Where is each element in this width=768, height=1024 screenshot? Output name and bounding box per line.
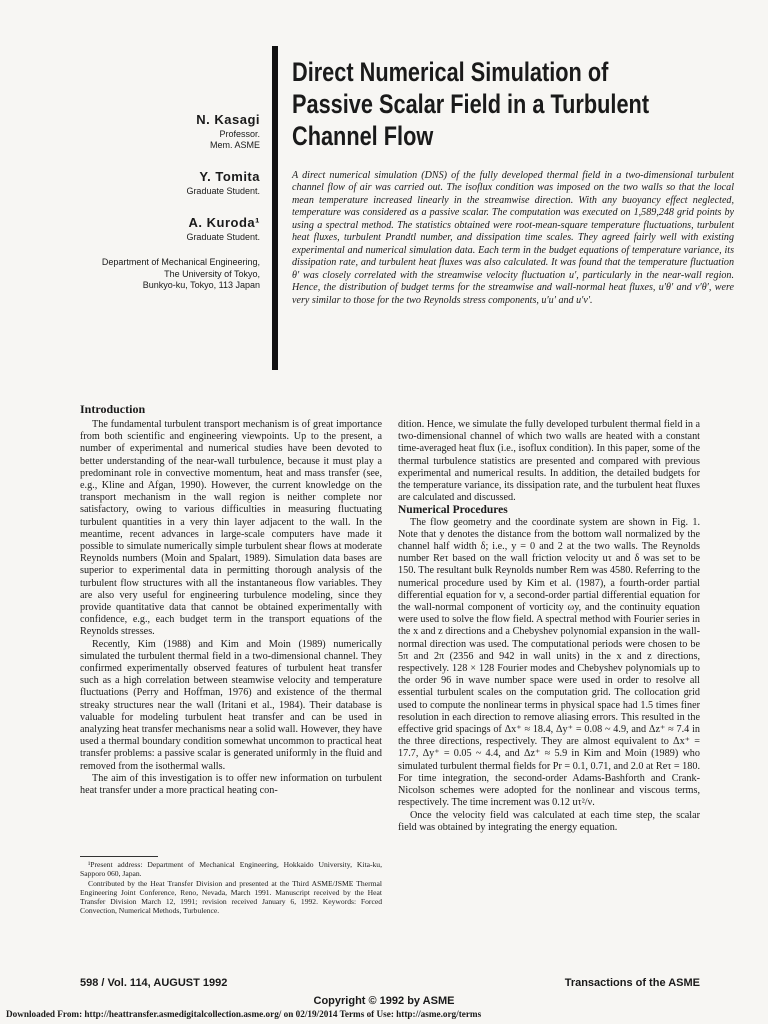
author-role-line: Graduate Student. (186, 186, 260, 196)
body-paragraph: dition. Hence, we simulate the fully developed turbulent thermal field in a two-dimensional channel of which two walls are heated with a constant time-averaged heat flux (i.e., isoflux condition). In this paper, some of the thermal turbulence statistics are presented and compared with previous experimental and numerical results. In addition, the detailed budgets for the temperature variance, its dissipation rate, and the turbulent heat fluxes are calculated and discussed. (398, 419, 700, 504)
copyright-notice: Copyright © 1992 by ASME (313, 995, 455, 1007)
abstract: A direct numerical simulation (DNS) of the fully developed thermal field in a two-dimensional turbulent channel flow of air was carried out. The isoflux condition was imposed on the two walls so that the local mean temperature increased linearly in the streamwise direction. With any buoyancy effect neglected, temperature was considered as a passive scalar. The computation was executed on 1,589,248 grid points by using a spectral method. The statistics obtained were root-mean-square temperature fluctuations, turbulent heat fluxes, turbulent Prandtl number, and dissipation time scales. They agreed fairly well with existing experimental and numerical simulation data. Each term in the budget equations of temperature variance, its dissipation rate, and turbulent heat fluxes was also calculated. It was found that the temperature fluctuation θ′ was closely correlated with the streamwise velocity fluctuation u′, particularly in the near-wall region. Hence, the distribution of budget terms for the streamwise and wall-normal heat fluxes, u′θ′ and v′θ′, were very similar to those for the two Reynolds stress components, u′u′ and u′v′. (292, 170, 734, 306)
affiliation-line: The University of Tokyo, (164, 268, 260, 279)
author-role-line: Professor. (219, 129, 260, 139)
author-role (80, 129, 260, 151)
body-paragraph: The aim of this investigation is to offer new information on turbulent heat transfer under a more practical heating con- (80, 772, 382, 797)
body-paragraph: The fundamental turbulent transport mechanism is of great importance from both scientific and engineering viewpoints. Up to the present, a number of experimental and numerical studies have been devoted to better understanding of the near-wall turbulence, because it must play a predominant role in convective momentum, heat and mass transfer (see, e.g., Kline and Afgan, 1990). However, the current knowledge on the transport mechanism in the wall region is neither complete nor satisfactory, owing to various difficulties in measuring fluctuating turbulent quantities in a very thin layer adjacent to the wall. In the meantime, recent advances in large-scale computers have made it possible to simulate numerically simple turbulent shear flows at moderate Reynolds numbers (Moin and Spalart, 1989). Simulation data bases are superior to experimental data in permitting thorough analysis of the turbulent flow structures with all the instantaneous flow variables. They are also very useful for engineering turbulence modeling, since they provide quantitative data that cannot be obtained experimentally with confidence, e.g., each budget term in the transport equations of the Reynolds stresses. (80, 419, 382, 638)
affiliation (80, 257, 260, 292)
body-paragraph: Recently, Kim (1988) and Kim and Moin (1989) numerically simulated the turbulent thermal field in a two-dimensional channel. They confirmed experimentally observed features of turbulent heat transfer such as a high correlation between steamwise velocity and temperature fluctuations (Perry and Hoffman, 1976) and existence of the thermal streaky structures near the wall (Iritani et al., 1984). Their database is valuable for modeling turbulent heat transfer and can be used in analyzing heat transfer mechanisms near a solid wall. However, they have used a thermal boundary condition somewhat uncommon to practical heat transfer problems: a passive scalar is generated uniformly in the fluid and removed from the isothermal walls. (80, 638, 382, 772)
author-block (80, 112, 260, 292)
introduction-heading: Introduction (80, 402, 146, 416)
title-line: Channel Flow (292, 121, 434, 151)
body-paragraph: Once the velocity field was calculated at each time step, the scalar field was obtained by integrating the energy equation. (398, 809, 700, 833)
affiliation-line: Department of Mechanical Engineering, (101, 257, 260, 267)
paper-title (292, 56, 653, 152)
page-footer-left: 598 / Vol. 114, AUGUST 1992 (80, 977, 228, 989)
author-role (80, 232, 260, 243)
author-name: A. Kuroda¹ (188, 215, 260, 230)
footnote: Contributed by the Heat Transfer Division and presented at the Third ASME/JSME Thermal Engineering Joint Conference, Reno, Nevada, March 1991. Manuscript received by the Heat Transfer Division March 12, 1991; revision received January 6, 1992. Keywords: Forced Convection, Numerical Methods, Turbulence. (80, 878, 382, 916)
numerical-procedures-heading: Numerical Procedures (398, 504, 508, 517)
title-divider-bar (272, 46, 278, 370)
author-role-line: Mem. ASME (209, 140, 260, 150)
body-paragraph: The flow geometry and the coordinate system are shown in Fig. 1. Note that y denotes the distance from the bottom wall normalized by the channel half width δ; i.e., y = 0 and 2 at the two walls. The Reynolds number Reτ based on the wall friction velocity uτ and δ was set to be 150. The resultant bulk Reynolds number Rem was 4580. Referring to the numerical procedure used by Kim et al. (1987), a fourth-order partial differential equation for v, a second-order partial differential equation for the wall-normal component of vorticity ωy, and the continuity equation were used to solve the flow field. A spectral method with Fourier series in the x and z directions and a Chebyshev polynomial expansion in the wall-normal direction was used. The computational periods were chosen to be 5π and 2π (2356 and 942 in wall units) in the x and z directions, respectively. 128 × 128 Fourier modes and Chebyshev polynomials up to the order 96 in wave number space were used in order to resolve all essential turbulent scales on the computation grid. The collocation grid used to compute the nonlinear terms in physical space had 1.5 times finer resolution in each direction to remove aliasing errors. This resulted in the effective grid spacings of Δx⁺ ≈ 18.4, Δy⁺ = 0.08 ~ 4.9, and Δz⁺ ≈ 7.4 in the three directions, respectively. They are almost equivalent to Δx⁺ = 17.7, Δy⁺ = 0.05 ~ 4.4, and Δz⁺ ≈ 5.9 in Kim and Moin (1989) who simulated turbulent thermal fields for Pr = 0.1, 0.71, and 2.0 at Reτ = 180. For time integration, the second-order Adams-Bashforth and Crank-Nicolson schemes were adopted for the nonlinear and viscous terms, respectively. The time increment was 0.12 uτ²/ν. (398, 516, 700, 809)
title-line: Direct Numerical Simulation of (292, 57, 609, 87)
journal-name: Transactions of the ASME (564, 977, 700, 989)
author-name: N. Kasagi (196, 112, 260, 127)
right-column (398, 419, 700, 834)
author-role (80, 186, 260, 197)
title-line: Passive Scalar Field in a Turbulent (292, 89, 650, 119)
footnotes (80, 860, 382, 916)
affiliation-line: Bunkyo-ku, Tokyo, 113 Japan (142, 280, 260, 290)
footnote: ¹Present address: Department of Mechanical Engineering, Hokkaido University, Kita-ku, Sapporo 060, Japan. (80, 860, 382, 879)
author-name: Y. Tomita (199, 169, 260, 184)
author-role-line: Graduate Student. (186, 232, 260, 242)
left-column (80, 419, 382, 797)
footnote-rule (80, 856, 158, 857)
download-notice: Downloaded From: http://heattransfer.asmedigitalcollection.asme.org/ on 02/19/2014 Terms of Use: http://asme.org/terms (6, 1009, 482, 1019)
